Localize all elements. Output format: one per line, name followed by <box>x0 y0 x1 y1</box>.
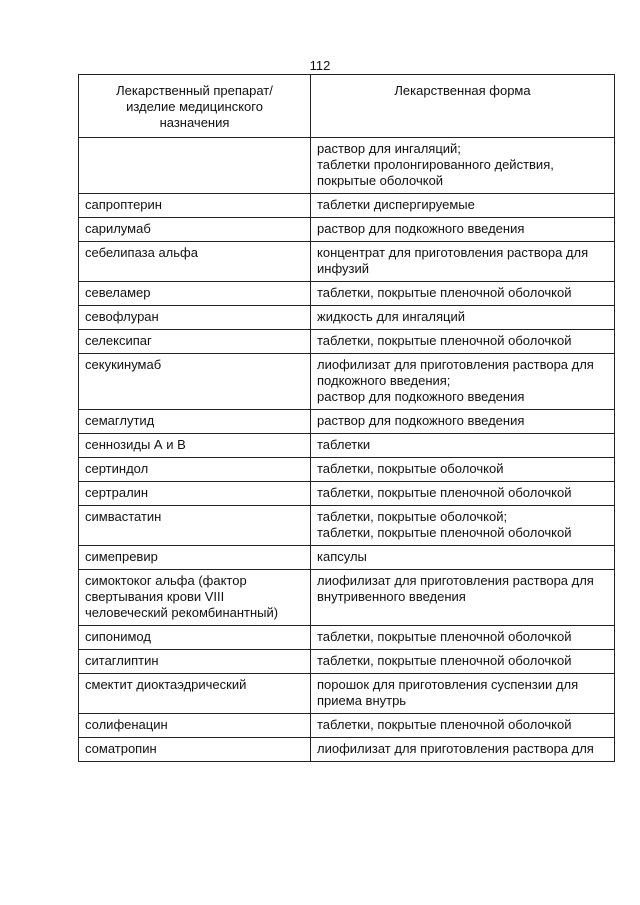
table-row <box>79 714 615 738</box>
drug-name-cell: сапроптерин <box>79 194 311 218</box>
dosage-form-cell: капсулы <box>311 546 615 570</box>
dosage-form-cell: лиофилизат для приготовления раствора для внутривенного введения <box>311 570 615 626</box>
drug-name-cell: симепревир <box>79 546 311 570</box>
drug-name-cell: солифенацин <box>79 714 311 738</box>
dosage-form-cell: таблетки, покрытые пленочной оболочкой <box>311 714 615 738</box>
dosage-form-cell: таблетки <box>311 434 615 458</box>
drug-name-cell: сеннозиды А и В <box>79 434 311 458</box>
table-row <box>79 410 615 434</box>
dosage-form-cell: раствор для подкожного введения <box>311 410 615 434</box>
drug-name-cell: семаглутид <box>79 410 311 434</box>
drug-name-cell: симоктоког альфа (фактор свертывания крови VIII человеческий рекомбинантный) <box>79 570 311 626</box>
dosage-form-cell: таблетки, покрытые пленочной оболочкой <box>311 650 615 674</box>
dosage-form-cell: таблетки, покрытые оболочкой; таблетки, покрытые пленочной оболочкой <box>311 506 615 546</box>
table-row <box>79 458 615 482</box>
table-row <box>79 330 615 354</box>
table-row <box>79 354 615 410</box>
dosage-form-cell: лиофилизат для приготовления раствора для подкожного введения; раствор для подкожного введения <box>311 354 615 410</box>
table-row <box>79 306 615 330</box>
dosage-form-cell: таблетки, покрытые пленочной оболочкой <box>311 626 615 650</box>
drug-name-cell <box>79 138 311 194</box>
dosage-form-cell: жидкость для ингаляций <box>311 306 615 330</box>
drug-name-cell: сарилумаб <box>79 218 311 242</box>
table-row <box>79 138 615 194</box>
table-row <box>79 282 615 306</box>
table-row <box>79 242 615 282</box>
drug-name-cell: себелипаза альфа <box>79 242 311 282</box>
drug-name-cell: селексипаг <box>79 330 311 354</box>
table-header-row <box>79 75 615 138</box>
drug-name-cell: севеламер <box>79 282 311 306</box>
table-row <box>79 434 615 458</box>
table-row <box>79 546 615 570</box>
drug-name-cell: секукинумаб <box>79 354 311 410</box>
drug-name-cell: сипонимод <box>79 626 311 650</box>
table-row <box>79 570 615 626</box>
header-form: Лекарственная форма <box>311 75 615 138</box>
drug-name-cell: севофлуран <box>79 306 311 330</box>
page-number: 112 <box>309 58 331 73</box>
table-row <box>79 506 615 546</box>
drug-table <box>78 74 615 762</box>
table-row <box>79 194 615 218</box>
dosage-form-cell: концентрат для приготовления раствора для инфузий <box>311 242 615 282</box>
table-row <box>79 674 615 714</box>
dosage-form-cell: раствор для подкожного введения <box>311 218 615 242</box>
drug-name-cell: соматропин <box>79 738 311 762</box>
drug-name-cell: смектит диоктаэдрический <box>79 674 311 714</box>
header-drug: Лекарственный препарат/ изделие медицинского назначения <box>79 75 311 138</box>
drug-name-cell: сертиндол <box>79 458 311 482</box>
drug-name-cell: ситаглиптин <box>79 650 311 674</box>
dosage-form-cell: таблетки, покрытые пленочной оболочкой <box>311 482 615 506</box>
table-row <box>79 738 615 762</box>
table-row <box>79 482 615 506</box>
dosage-form-cell: раствор для ингаляций; таблетки пролонгированного действия, покрытые оболочкой <box>311 138 615 194</box>
dosage-form-cell: таблетки, покрытые пленочной оболочкой <box>311 282 615 306</box>
dosage-form-cell: лиофилизат для приготовления раствора для <box>311 738 615 762</box>
dosage-form-cell: таблетки, покрытые пленочной оболочкой <box>311 330 615 354</box>
dosage-form-cell: таблетки, покрытые оболочкой <box>311 458 615 482</box>
dosage-form-cell: таблетки диспергируемые <box>311 194 615 218</box>
table-row <box>79 626 615 650</box>
table-row <box>79 650 615 674</box>
dosage-form-cell: порошок для приготовления суспензии для приема внутрь <box>311 674 615 714</box>
table-row <box>79 218 615 242</box>
drug-name-cell: сертралин <box>79 482 311 506</box>
drug-name-cell: симвастатин <box>79 506 311 546</box>
